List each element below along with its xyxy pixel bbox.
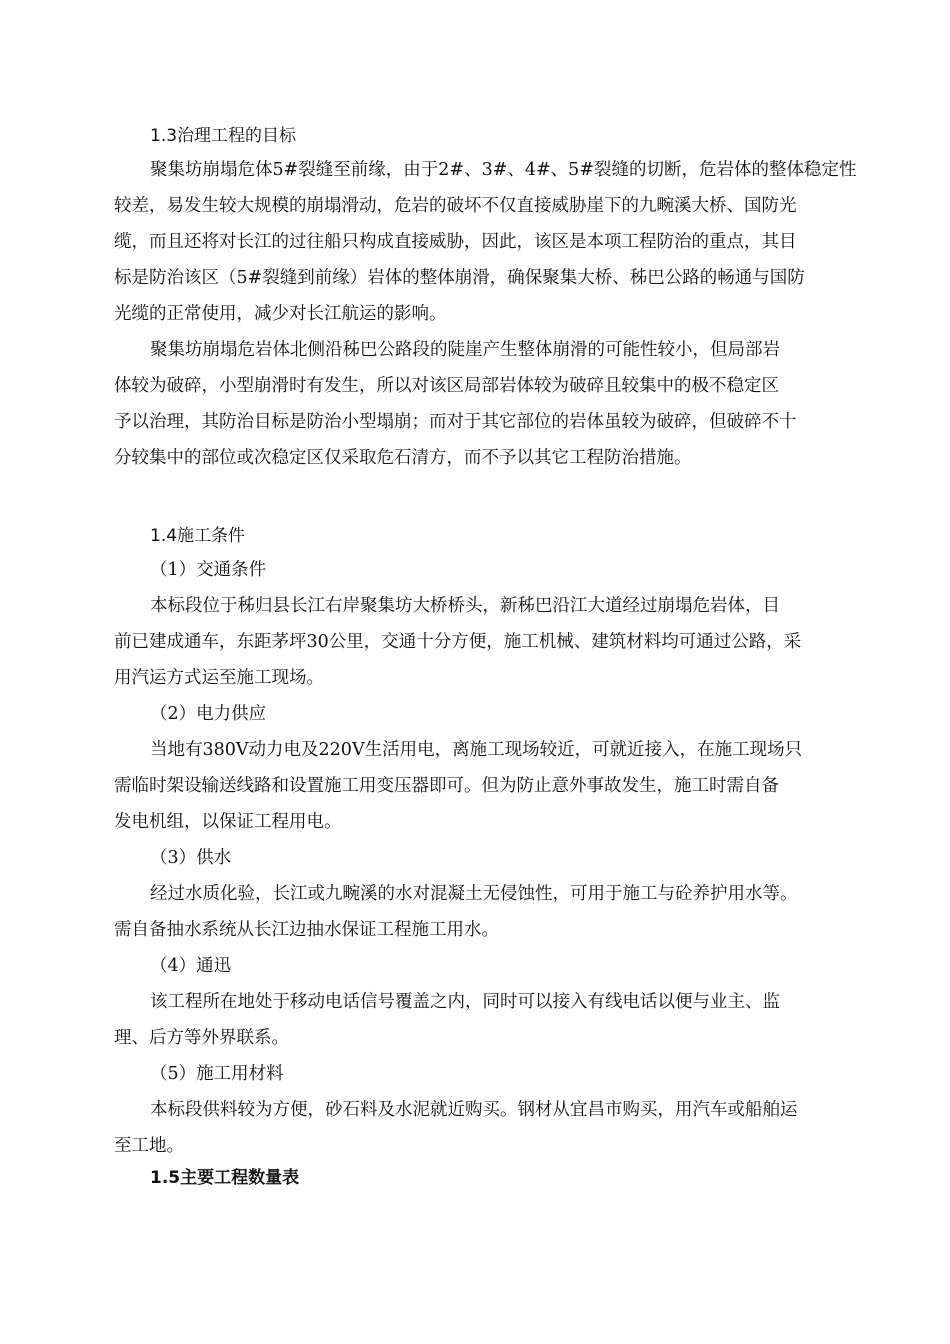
paragraph-line: 该工程所在地处于移动电话信号覆盖之内，同时可以接入有线电话以便与业主、监 xyxy=(150,992,780,1012)
paragraph-line: 需临时架设输送线路和设置施工用变压器即可。但为防止意外事故发生，施工时需自备 xyxy=(114,776,779,796)
paragraph-line: 本标段位于秭归县长江右岸聚集坊大桥桥头，新秭巴沿江大道经过崩塌危岩体，目 xyxy=(150,596,780,616)
paragraph-line: 经过水质化验，长江或九畹溪的水对混凝土无侵蚀性，可用于施工与砼养护用水等。 xyxy=(150,884,798,904)
paragraph-line: 体较为破碎，小型崩滑时有发生，所以对该区局部岩体较为破碎且较集中的极不稳定区 xyxy=(114,376,779,396)
paragraph-line: 理、后方等外界联系。 xyxy=(114,1028,289,1048)
section-heading-1-4: 1.4施工条件 xyxy=(150,526,246,546)
section-heading-1-5: 1.5主要工程数量表 xyxy=(150,1168,300,1188)
paragraph-line: 至工地。 xyxy=(114,1136,184,1156)
paragraph-line: 聚集坊崩塌危体5#裂缝至前缘，由于2#、3#、4#、5#裂缝的切断，危岩体的整体稳定性 xyxy=(150,160,857,180)
paragraph-line: 前已建成通车，东距茅坪30公里，交通十分方便，施工机械、建筑材料均可通过公路，采 xyxy=(114,632,802,652)
subheading-traffic: （1）交通条件 xyxy=(150,560,267,580)
subheading-materials: （5）施工用材料 xyxy=(150,1064,284,1084)
paragraph-line: 发电机组，以保证工程用电。 xyxy=(114,812,342,832)
subheading-power: （2）电力供应 xyxy=(150,704,267,724)
subheading-water: （3）供水 xyxy=(150,848,232,868)
paragraph-line: 当地有380V动力电及220V生活用电，离施工现场较近，可就近接入，在施工现场只 xyxy=(150,740,803,760)
section-heading-1-3: 1.3治理工程的目标 xyxy=(150,126,297,146)
paragraph-line: 光缆的正常使用，减少对长江航运的影响。 xyxy=(114,304,447,324)
paragraph-line: 本标段供料较为方便，砂石料及水泥就近购买。钢材从宜昌市购买，用汽车或船舶运 xyxy=(150,1100,798,1120)
subheading-communication: （4）通迅 xyxy=(150,956,232,976)
paragraph-line: 标是防治该区（5#裂缝到前缘）岩体的整体崩滑，确保聚集大桥、秭巴公路的畅通与国防 xyxy=(114,268,805,288)
paragraph-line: 较差，易发生较大规模的崩塌滑动，危岩的破坏不仅直接威胁崖下的九畹溪大桥、国防光 xyxy=(114,196,797,216)
paragraph-line: 用汽运方式运至施工现场。 xyxy=(114,668,324,688)
paragraph-line: 缆，而且还将对长江的过往船只构成直接威胁，因此，该区是本项工程防治的重点，其目 xyxy=(114,232,797,252)
paragraph-line: 需自备抽水系统从长江边抽水保证工程施工用水。 xyxy=(114,920,499,940)
paragraph-line: 聚集坊崩塌危岩体北侧沿秭巴公路段的陡崖产生整体崩滑的可能性较小，但局部岩 xyxy=(150,340,780,360)
paragraph-line: 予以治理，其防治目标是防治小型塌崩；而对于其它部位的岩体虽较为破碎，但破碎不十 xyxy=(114,412,797,432)
paragraph-line: 分较集中的部位或次稳定区仅采取危石清方，而不予以其它工程防治措施。 xyxy=(114,448,692,468)
